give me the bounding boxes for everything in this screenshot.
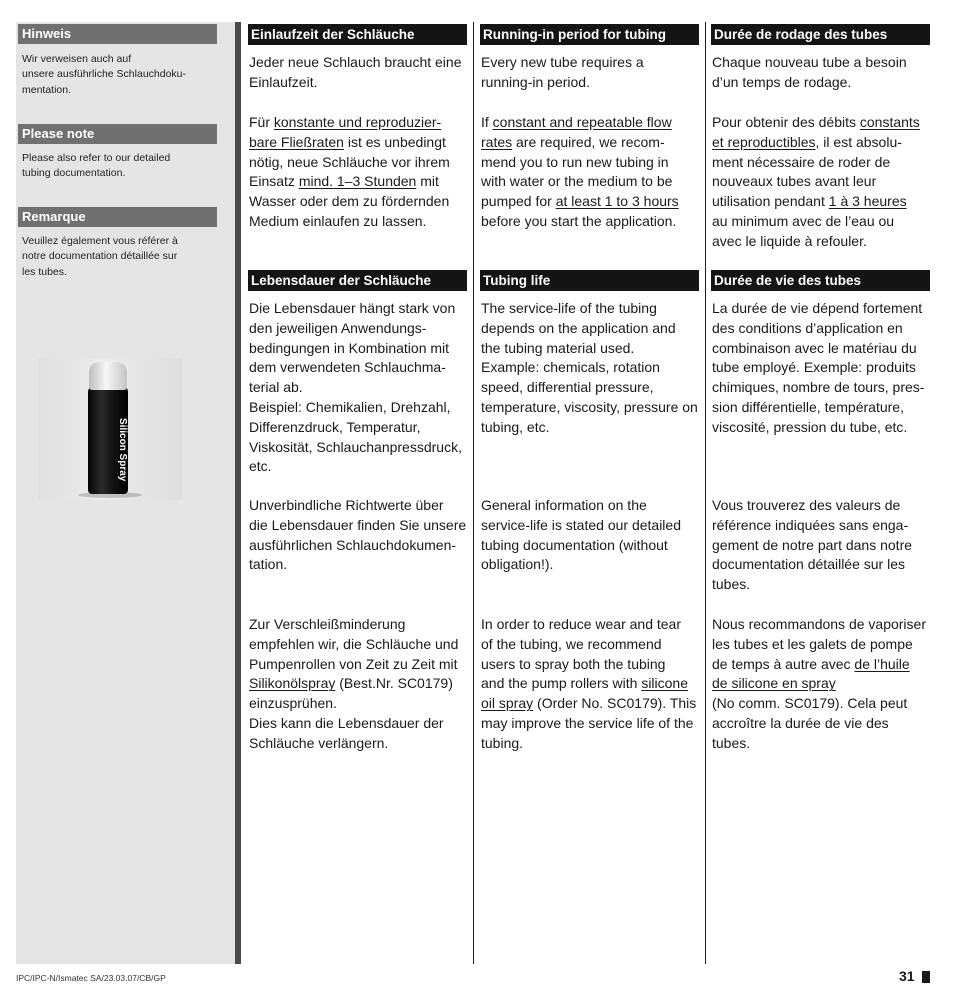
column-divider: [473, 22, 474, 964]
de-life-reference: Unverbindliche Richtwerte über die Lebensdauer finden Sie unsere ausführlichen Schlauchdokumen- tation.: [249, 497, 467, 573]
silicone-spray-can-photo: [38, 358, 182, 500]
de-running-in-detail: Für konstante und reproduzier- bare Fließraten ist es unbedingt nötig, neue Schläuche vor ihrem Einsatz mind. 1–3 Stunden mit Wasser oder dem zu fördernden Medium einlaufen zu lassen.: [249, 114, 450, 229]
document-reference: IPC/IPC-N/Ismatec SA/23.03.07/CB/GP: [16, 973, 166, 983]
page-marker: [922, 971, 930, 983]
spray-can-cap: [89, 362, 127, 390]
fr-life-spray-advice: Nous recommandons de vaporiser les tubes et les galets de pompe de temps à autre avec de l’huile de silicone en spray (No comm. SC0179). Cela peut accroître la durée de vie des tubes.: [712, 616, 926, 751]
flow-rate-emphasis: constant and repeatable flow rates: [481, 114, 672, 150]
fr-running-in-heading: Durée de rodage des tubes: [711, 24, 930, 45]
spray-can-label: Silicon Spray: [117, 418, 128, 482]
fr-running-in-detail: Pour obtenir des débits constants et reproductibles, il est absolu- ment nécessaire de roder de nouveaux tubes avant leur utilisation pendant 1 à 3 heures au minimum avec de l’eau ou avec le liquide à refouler.: [712, 114, 920, 249]
sidebar-divider: [235, 22, 241, 964]
duration-emphasis: mind. 1–3 Stunden: [298, 173, 417, 190]
de-life-spray-advice: Zur Verschleißminderung empfehlen wir, die Schläuche und Pumpenrollen von Zeit zu Zeit mit Silikonölspray (Best.Nr. SC0179) einzusprühen. Dies kann die Lebensdauer der Schläuche verlängern.: [249, 616, 459, 751]
de-running-in-intro: Jeder neue Schlauch braucht eine Einlaufzeit.: [249, 54, 462, 90]
en-running-in-detail: If constant and repeatable flow rates are required, we recom- mend you to run new tubing in with water or the medium to be pumped for at least 1 to 3 hours before you start the application.: [481, 114, 679, 229]
fr-life-heading: Durée de vie des tubes: [711, 270, 930, 291]
en-life-spray-advice: In order to reduce wear and tear of the tubing, we recommend users to spray both the tubing and the pump rollers with silicone oil spray (Order No. SC0179). This may improve the service life of the tubing.: [481, 616, 697, 751]
duration-emphasis: 1 à 3 heures: [828, 193, 907, 210]
en-running-in-heading: Running-in period for tubing: [480, 24, 699, 45]
de-life-heading: Lebensdauer der Schläuche: [248, 270, 467, 291]
de-running-in-heading: Einlaufzeit der Schläuche: [248, 24, 467, 45]
spray-product-emphasis: de l’huile de silicone en spray: [712, 655, 910, 692]
duration-emphasis: at least 1 to 3 hours: [555, 193, 679, 210]
fr-life-reference: Vous trouverez des valeurs de référence indiquées sans enga- gement de notre part dans notre documentation détaillée sur les tubes.: [712, 497, 913, 593]
note-en-text: Please also refer to our detailed tubing documentation.: [22, 152, 171, 180]
note-de-heading: Hinweis: [18, 24, 217, 44]
flow-rate-emphasis: constants et reproductibles: [712, 114, 920, 150]
flow-rate-emphasis: konstante und reproduzier- bare Fließraten: [249, 114, 442, 150]
fr-life-factors: La durée de vie dépend fortement des conditions d’application en combinaison avec le matériau du tube employé. Exemple: produits chimiques, nombre de tours, pres- sion différentielle, température, viscosité, pression du tube, etc.: [712, 300, 925, 435]
page-number: 31: [899, 968, 915, 984]
note-de-text: Wir verweisen auch auf unsere ausführliche Schlauchdoku- mentation.: [22, 53, 187, 96]
spray-product-emphasis: silicone oil spray: [481, 675, 689, 712]
column-divider: [705, 22, 706, 964]
note-fr-heading: Remarque: [18, 207, 217, 227]
en-life-factors: The service-life of the tubing depends on the application and the tubing material used. Example: chemicals, rotation speed, differential pressure, temperature, viscosity, pressure on tubing, etc.: [481, 300, 698, 435]
spray-product-emphasis: Silikonölspray: [249, 675, 336, 692]
de-life-factors: Die Lebensdauer hängt stark von den jeweiligen Anwendungs- bedingungen in Kombination mit dem verwendeten Schlauchma- terial ab. Beispiel: Chemikalien, Drehzahl, Differenzdruck, Temperatur, Viskosität, Schlauchanpressdruck, etc.: [249, 300, 462, 475]
note-fr-text: Veuillez également vous référer à notre documentation détaillée sur les tubes.: [22, 235, 178, 278]
note-en-heading: Please note: [18, 124, 217, 144]
en-life-reference: General information on the service-life is stated our detailed tubing documentation (without obligation!).: [481, 497, 681, 573]
en-running-in-intro: Every new tube requires a running-in period.: [481, 54, 644, 90]
fr-running-in-intro: Chaque nouveau tube a besoin d’un temps de rodage.: [712, 54, 907, 90]
en-life-heading: Tubing life: [480, 270, 699, 291]
